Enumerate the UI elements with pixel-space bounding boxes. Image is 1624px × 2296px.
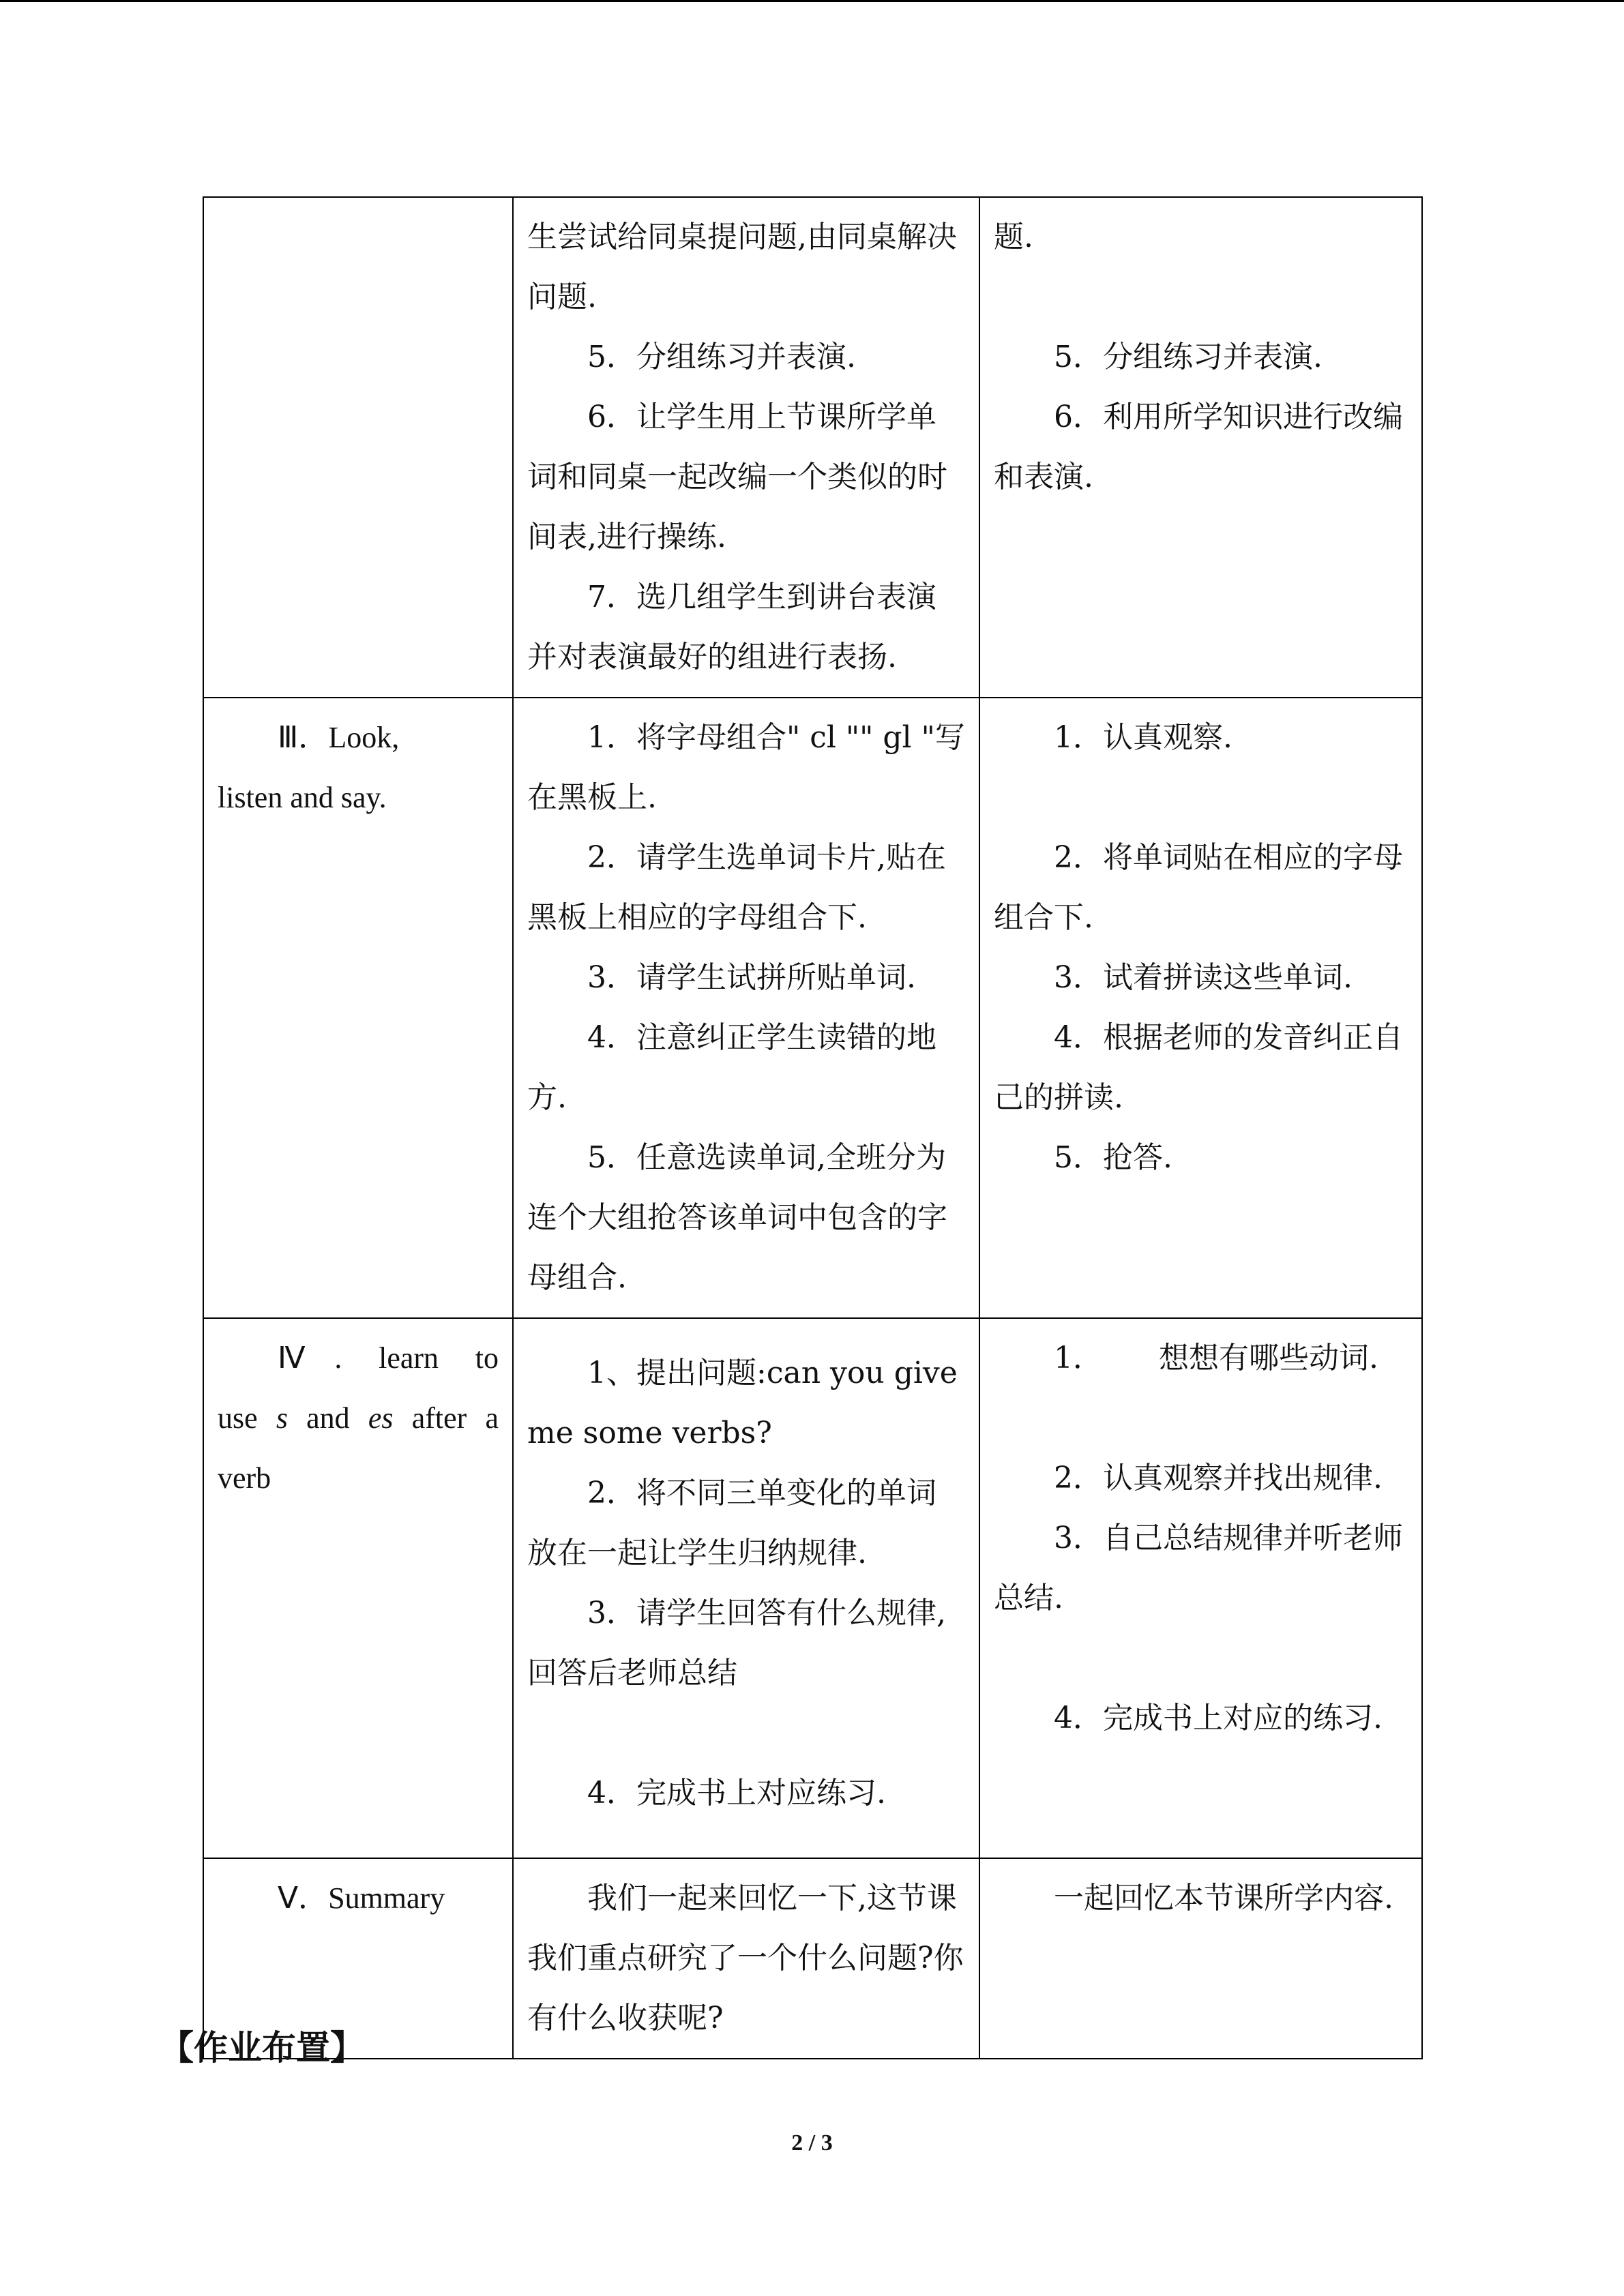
teacher-step: 5．任意选读单词,全班分为连个大组抢答该单词中包含的字母组合. xyxy=(527,1140,947,1295)
student-step: 一起回忆本节课所学内容. xyxy=(1054,1881,1393,1915)
teacher-activity-cell xyxy=(513,1318,979,1858)
teacher-step: 1、提出问题:can you give me some verbs? xyxy=(527,1356,958,1450)
stage-cell xyxy=(203,1318,513,1858)
table-row xyxy=(203,1858,1422,2059)
page-top-border xyxy=(0,0,1624,2)
teacher-step: 5．分组练习并表演. xyxy=(587,340,856,374)
teacher-step: 我们一起来回忆一下,这节课我们重点研究了一个什么问题?你有什么收获呢? xyxy=(527,1881,964,2036)
student-step: 题. xyxy=(994,220,1033,254)
teacher-step: 7．选几组学生到讲台表演并对表演最好的组进行表扬. xyxy=(527,580,936,674)
lesson-plan-table xyxy=(203,196,1423,2059)
student-step: 3．自己总结规律并听老师总结. xyxy=(994,1521,1403,1615)
teacher-activity-cell xyxy=(513,698,979,1318)
student-step: 5．分组练习并表演. xyxy=(1054,340,1323,374)
teacher-step: 2．将不同三单变化的单词放在一起让学生归纳规律. xyxy=(527,1476,936,1570)
student-step: 1．认真观察. xyxy=(1054,720,1232,755)
student-activity-cell xyxy=(979,698,1422,1318)
table-row xyxy=(203,698,1422,1318)
stage-title: Ⅲ．Look, xyxy=(278,721,400,754)
student-step: 2．将单词贴在相应的字母组合下. xyxy=(994,840,1403,935)
teacher-activity-cell xyxy=(513,197,979,698)
stage-title-cont: listen and say. xyxy=(218,781,387,814)
stage-title: Ⅴ．Summary xyxy=(278,1881,445,1915)
student-activity-cell xyxy=(979,1858,1422,2059)
stage-title: Ⅳ. learn to xyxy=(278,1341,499,1375)
table-row xyxy=(203,1318,1422,1858)
teacher-step: 生尝试给同桌提问题,由同桌解决问题. xyxy=(527,220,957,314)
student-step: 6．利用所学知识进行改编和表演. xyxy=(994,400,1403,494)
teacher-step: 3．请学生回答有什么规律,回答后老师总结 xyxy=(527,1596,946,1690)
teacher-step: 6．让学生用上节课所学单词和同桌一起改编一个类似的时间表,进行操练. xyxy=(527,400,947,554)
teacher-activity-cell xyxy=(513,1858,979,2059)
stage-title-cont: use s and es after a xyxy=(218,1401,499,1435)
student-step: 1． 想想有哪些动词. xyxy=(1054,1341,1378,1375)
teacher-step: 1．将字母组合" cl "" gl "写在黑板上. xyxy=(527,720,965,815)
stage-title-cont: verb xyxy=(218,1461,271,1495)
homework-section-title: 【作业布置】 xyxy=(160,2028,364,2068)
student-step: 3．试着拼读这些单词. xyxy=(1054,960,1353,995)
stage-cell xyxy=(203,197,513,698)
student-step: 4．完成书上对应的练习. xyxy=(1054,1701,1383,1735)
student-activity-cell xyxy=(979,1318,1422,1858)
teacher-step: 2．请学生选单词卡片,贴在黑板上相应的字母组合下. xyxy=(527,840,946,935)
teacher-step: 4．完成书上对应练习. xyxy=(587,1776,886,1810)
page-number: 2 / 3 xyxy=(791,2130,833,2156)
student-step: 2．认真观察并找出规律. xyxy=(1054,1461,1383,1495)
student-step: 5．抢答. xyxy=(1054,1140,1172,1175)
teacher-step: 4．注意纠正学生读错的地方. xyxy=(527,1020,936,1115)
stage-cell xyxy=(203,698,513,1318)
student-step: 4．根据老师的发音纠正自己的拼读. xyxy=(994,1020,1403,1115)
table-row xyxy=(203,197,1422,698)
student-activity-cell xyxy=(979,197,1422,698)
teacher-step: 3．请学生试拼所贴单词. xyxy=(587,960,916,995)
